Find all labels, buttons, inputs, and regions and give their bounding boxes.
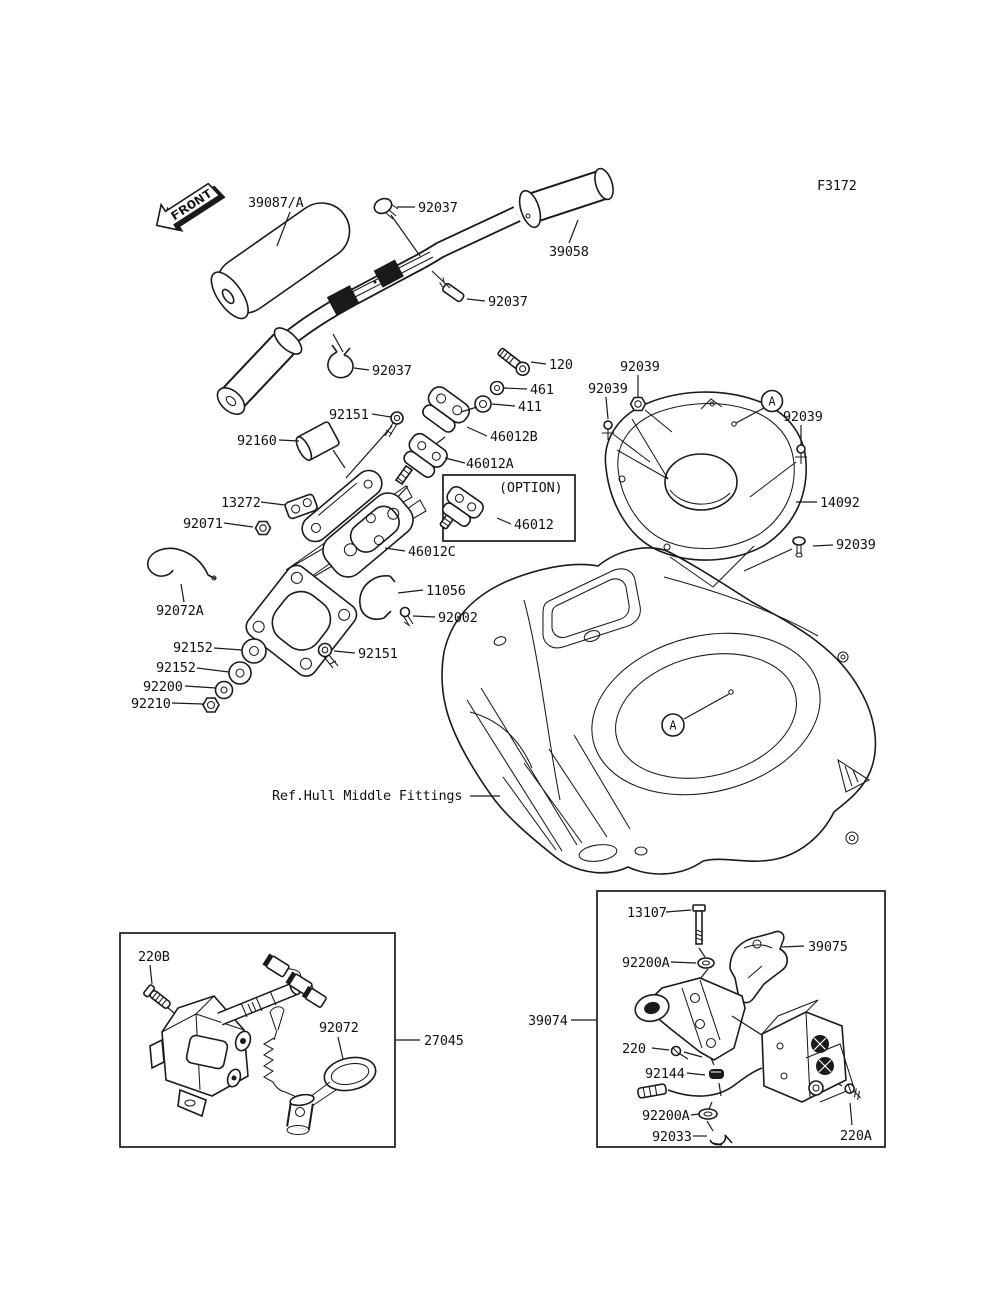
part-label-11056: 11056 [426,583,466,599]
part-label-92037-3: 92037 [372,363,412,379]
nut-92039-top-part [631,398,646,411]
washer-92152-b-part [229,662,251,684]
handlebar-cover-drawing [602,391,807,588]
washer-461-part [491,382,504,395]
part-label-92071: 92071 [183,516,223,532]
part-label-92072A: 92072A [156,603,204,619]
part-label-14092: 14092 [820,495,860,511]
part-label-92200A-1: 92200A [622,955,670,971]
part-label-92210: 92210 [131,696,171,712]
damper-92144-part [709,1069,724,1079]
bolt-13107-part [693,905,705,944]
front-arrow-label: FRONT [167,192,205,224]
part-label-411: 411 [518,399,542,415]
part-label-92144: 92144 [645,1066,685,1082]
part-label-220A: 220A [840,1128,872,1144]
washer-92200-part [216,682,233,699]
bushing-92160-part [293,421,340,462]
part-label-92039-3: 92039 [783,409,823,425]
part-label-220: 220 [622,1041,646,1057]
front-direction-arrow-icon [149,173,229,242]
clip-92033-part [710,1135,732,1145]
part-label-92200: 92200 [143,679,183,695]
part-label-13272: 13272 [221,495,261,511]
part-label-92151-1: 92151 [329,407,369,423]
part-label-461: 461 [530,382,554,398]
nut-92210-part [203,698,219,712]
option-label: (OPTION) [499,480,563,496]
bracket-39075-part [730,932,787,1003]
part-label-92039-2: 92039 [620,359,660,375]
part-label-46012: 46012 [514,517,554,533]
washer-411-part [475,396,491,412]
screw-220B-part [143,984,172,1011]
part-label-92037-2: 92037 [488,294,528,310]
part-label-27045: 27045 [424,1033,464,1049]
part-label-39075: 39075 [808,939,848,955]
washer-92200A-lower-part [699,1109,717,1119]
part-label-92200A-2: 92200A [642,1108,690,1124]
clamp-46012B-part [417,383,473,436]
washer-92152-a-part [242,639,266,663]
lever-bracket-part [632,978,745,1060]
spring-fork-part [264,1007,299,1098]
hull-reference-drawing [442,548,875,874]
part-label-92039-4: 92039 [836,537,876,553]
part-label-92152-1: 92152 [173,640,213,656]
part-label-39058: 39058 [549,244,589,260]
detail-marker-a-hull-label: A [669,718,677,733]
clamp-46012-option-part [431,484,486,540]
clamp-92037-top-part [372,196,420,256]
screw-220A-part [843,1083,865,1101]
hull-reference-note: Ref.Hull Middle Fittings [272,788,463,804]
part-label-92037-1: 92037 [418,200,458,216]
part-label-92160: 92160 [237,433,277,449]
washer-92200A-upper-part [698,958,714,968]
part-label-120: 120 [549,357,573,373]
rivet-92039-bottom-part [793,537,805,557]
screw-92002-part [401,608,414,627]
part-label-92072: 92072 [319,1020,359,1036]
part-label-46012B: 46012B [490,429,538,445]
clip-92037-low-part [328,334,353,378]
part-label-92151-2: 92151 [358,646,398,662]
part-label-220B: 220B [138,949,170,965]
clip-92072A-part [148,548,216,580]
detail-marker-a-cover-label: A [768,394,776,409]
part-label-13107: 13107 [627,905,667,921]
bolt-120-part [496,346,532,378]
steering-base-plate [242,561,361,680]
throttle-detail-box-39074 [597,891,885,1147]
screw-92037-mid-part [424,263,471,306]
part-label-92033: 92033 [652,1129,692,1145]
nut-92071-part [256,522,271,535]
part-label-92152-2: 92152 [156,660,196,676]
part-label-46012A: 46012A [466,456,514,472]
part-label-46012C: 46012C [408,544,456,560]
detail-marker-a-hull [662,690,733,736]
part-label-39074: 39074 [528,1013,568,1029]
part-label-92002: 92002 [438,610,478,626]
part-label-39087A: 39087/A [248,195,304,211]
throttle-case-part [762,1000,854,1102]
bracket-11056-part [360,576,395,619]
switch-detail-box-27045 [120,933,395,1147]
part-label-92039-1: 92039 [588,381,628,397]
clamp-92072-part [287,1053,379,1135]
figure-code: F3172 [817,178,857,194]
